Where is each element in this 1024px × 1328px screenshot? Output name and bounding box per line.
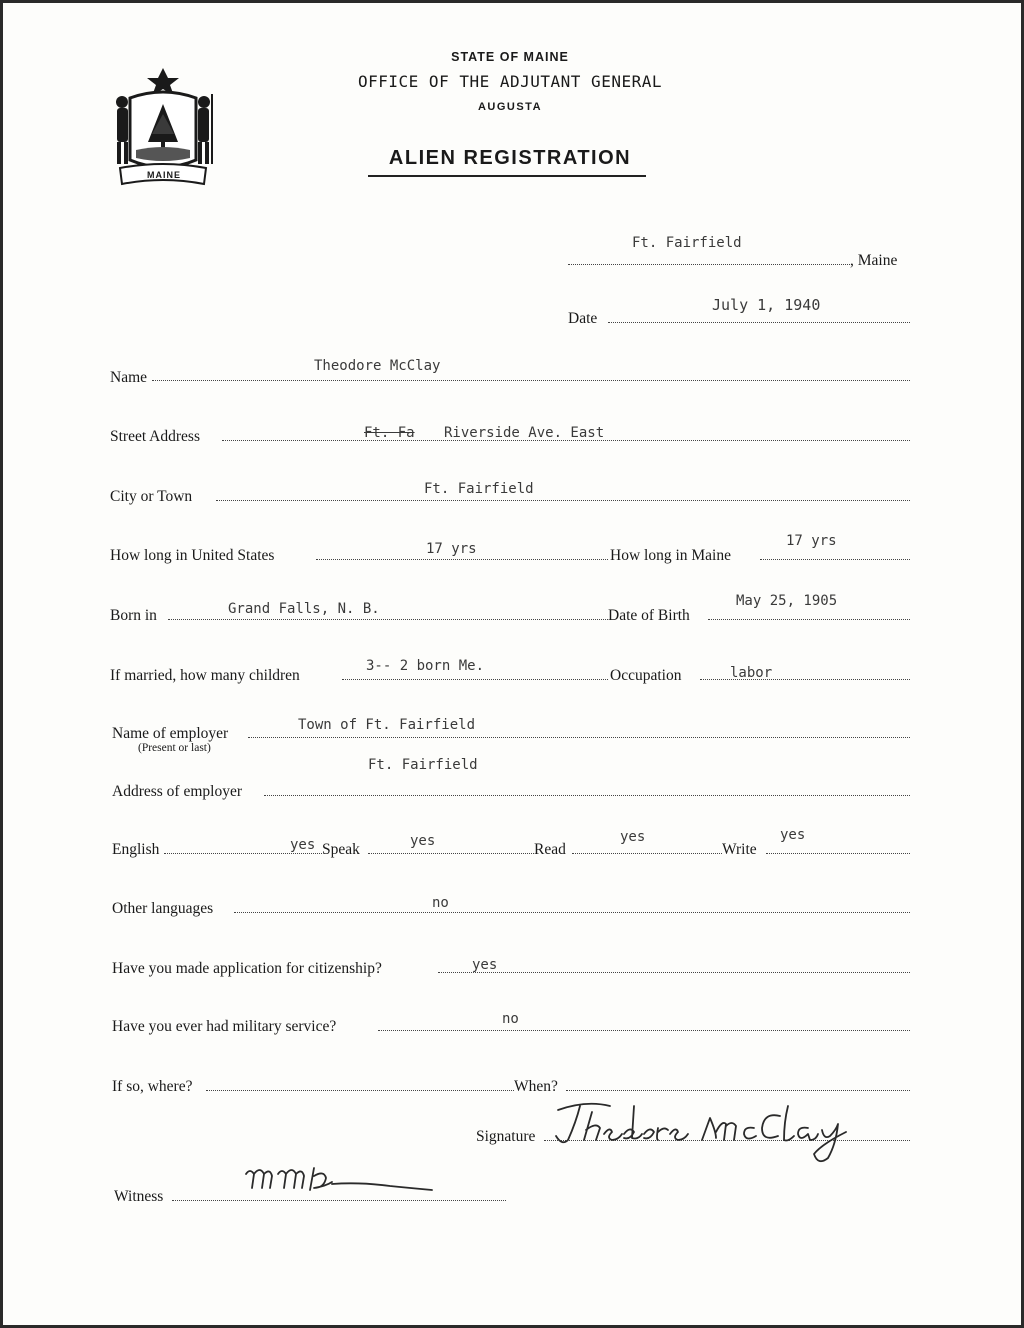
write-line xyxy=(766,853,910,854)
date-of-birth-value: May 25, 1905 xyxy=(736,593,838,609)
english-value: yes xyxy=(290,837,316,853)
employer-address-value: Ft. Fairfield xyxy=(368,757,478,773)
where-label: If so, where? xyxy=(112,1078,193,1095)
born-in-value: Grand Falls, N. B. xyxy=(228,601,380,617)
english-label: English xyxy=(112,841,160,858)
city-line xyxy=(216,500,910,501)
born-in-line xyxy=(168,619,608,620)
how-long-maine-label: How long in Maine xyxy=(610,547,731,564)
state-heading: STATE OF MAINE xyxy=(451,50,569,64)
read-value: yes xyxy=(620,829,646,845)
place-line xyxy=(568,264,850,265)
name-line xyxy=(152,380,910,381)
citizenship-label: Have you made application for citizenship? xyxy=(112,960,382,977)
speak-value: yes xyxy=(410,833,436,849)
street-struck-value: Ft. Fa xyxy=(364,425,415,441)
seal-label: MAINE xyxy=(147,170,181,180)
employer-address-line xyxy=(264,795,910,796)
witness-label: Witness xyxy=(114,1188,164,1205)
date-of-birth-label: Date of Birth xyxy=(608,607,690,624)
when-label: When? xyxy=(514,1078,558,1095)
name-label: Name xyxy=(110,369,148,386)
citizenship-value: yes xyxy=(472,957,498,973)
street-value: Riverside Ave. East xyxy=(444,425,605,441)
how-long-us-line xyxy=(316,559,608,560)
occupation-label: Occupation xyxy=(610,667,682,684)
citizenship-line xyxy=(438,972,910,973)
write-label: Write xyxy=(722,841,757,858)
employer-label: Name of employer xyxy=(112,725,229,742)
occupation-value: labor xyxy=(730,665,773,681)
witness-handwriting xyxy=(240,1158,440,1202)
city-label: City or Town xyxy=(110,488,193,505)
how-long-maine-value: 17 yrs xyxy=(786,533,837,549)
how-long-us-value: 17 yrs xyxy=(426,541,477,557)
military-line xyxy=(378,1030,910,1031)
employer-line xyxy=(248,737,910,738)
read-line xyxy=(572,853,722,854)
signature-handwriting xyxy=(546,1092,866,1166)
city-heading: AUGUSTA xyxy=(477,101,543,113)
date-of-birth-line xyxy=(708,619,910,620)
write-value: yes xyxy=(780,827,806,843)
form-title: ALIEN REGISTRATION xyxy=(388,147,632,169)
title-underline xyxy=(368,175,646,177)
how-long-maine-line xyxy=(760,559,910,560)
name-value: Theodore McClay xyxy=(314,358,441,374)
other-languages-label: Other languages xyxy=(112,900,214,917)
street-label: Street Address xyxy=(110,428,200,445)
date-label: Date xyxy=(568,310,598,327)
how-long-us-label: How long in United States xyxy=(110,547,275,564)
office-heading: OFFICE OF THE ADJUTANT GENERAL xyxy=(358,72,662,91)
children-value: 3-- 2 born Me. xyxy=(366,658,485,674)
children-label: If married, how many children xyxy=(110,667,300,684)
military-value: no xyxy=(502,1011,519,1027)
where-line xyxy=(206,1090,514,1091)
place-value: Ft. Fairfield xyxy=(632,235,742,251)
speak-line xyxy=(368,853,534,854)
employer-sublabel: (Present or last) xyxy=(138,742,211,754)
date-value: July 1, 1940 xyxy=(712,296,821,314)
employer-address-label: Address of employer xyxy=(112,783,242,800)
when-line xyxy=(566,1090,910,1091)
children-line xyxy=(342,679,608,680)
signature-label: Signature xyxy=(476,1128,536,1145)
military-label: Have you ever had military service? xyxy=(112,1018,337,1035)
employer-value: Town of Ft. Fairfield xyxy=(298,717,476,733)
other-languages-value: no xyxy=(432,895,449,911)
city-value: Ft. Fairfield xyxy=(424,481,534,497)
speak-label: Speak xyxy=(322,841,360,858)
born-in-label: Born in xyxy=(110,607,157,624)
place-suffix: , Maine xyxy=(850,252,898,269)
read-label: Read xyxy=(534,841,566,858)
date-line xyxy=(608,322,910,323)
other-languages-line xyxy=(234,912,910,913)
